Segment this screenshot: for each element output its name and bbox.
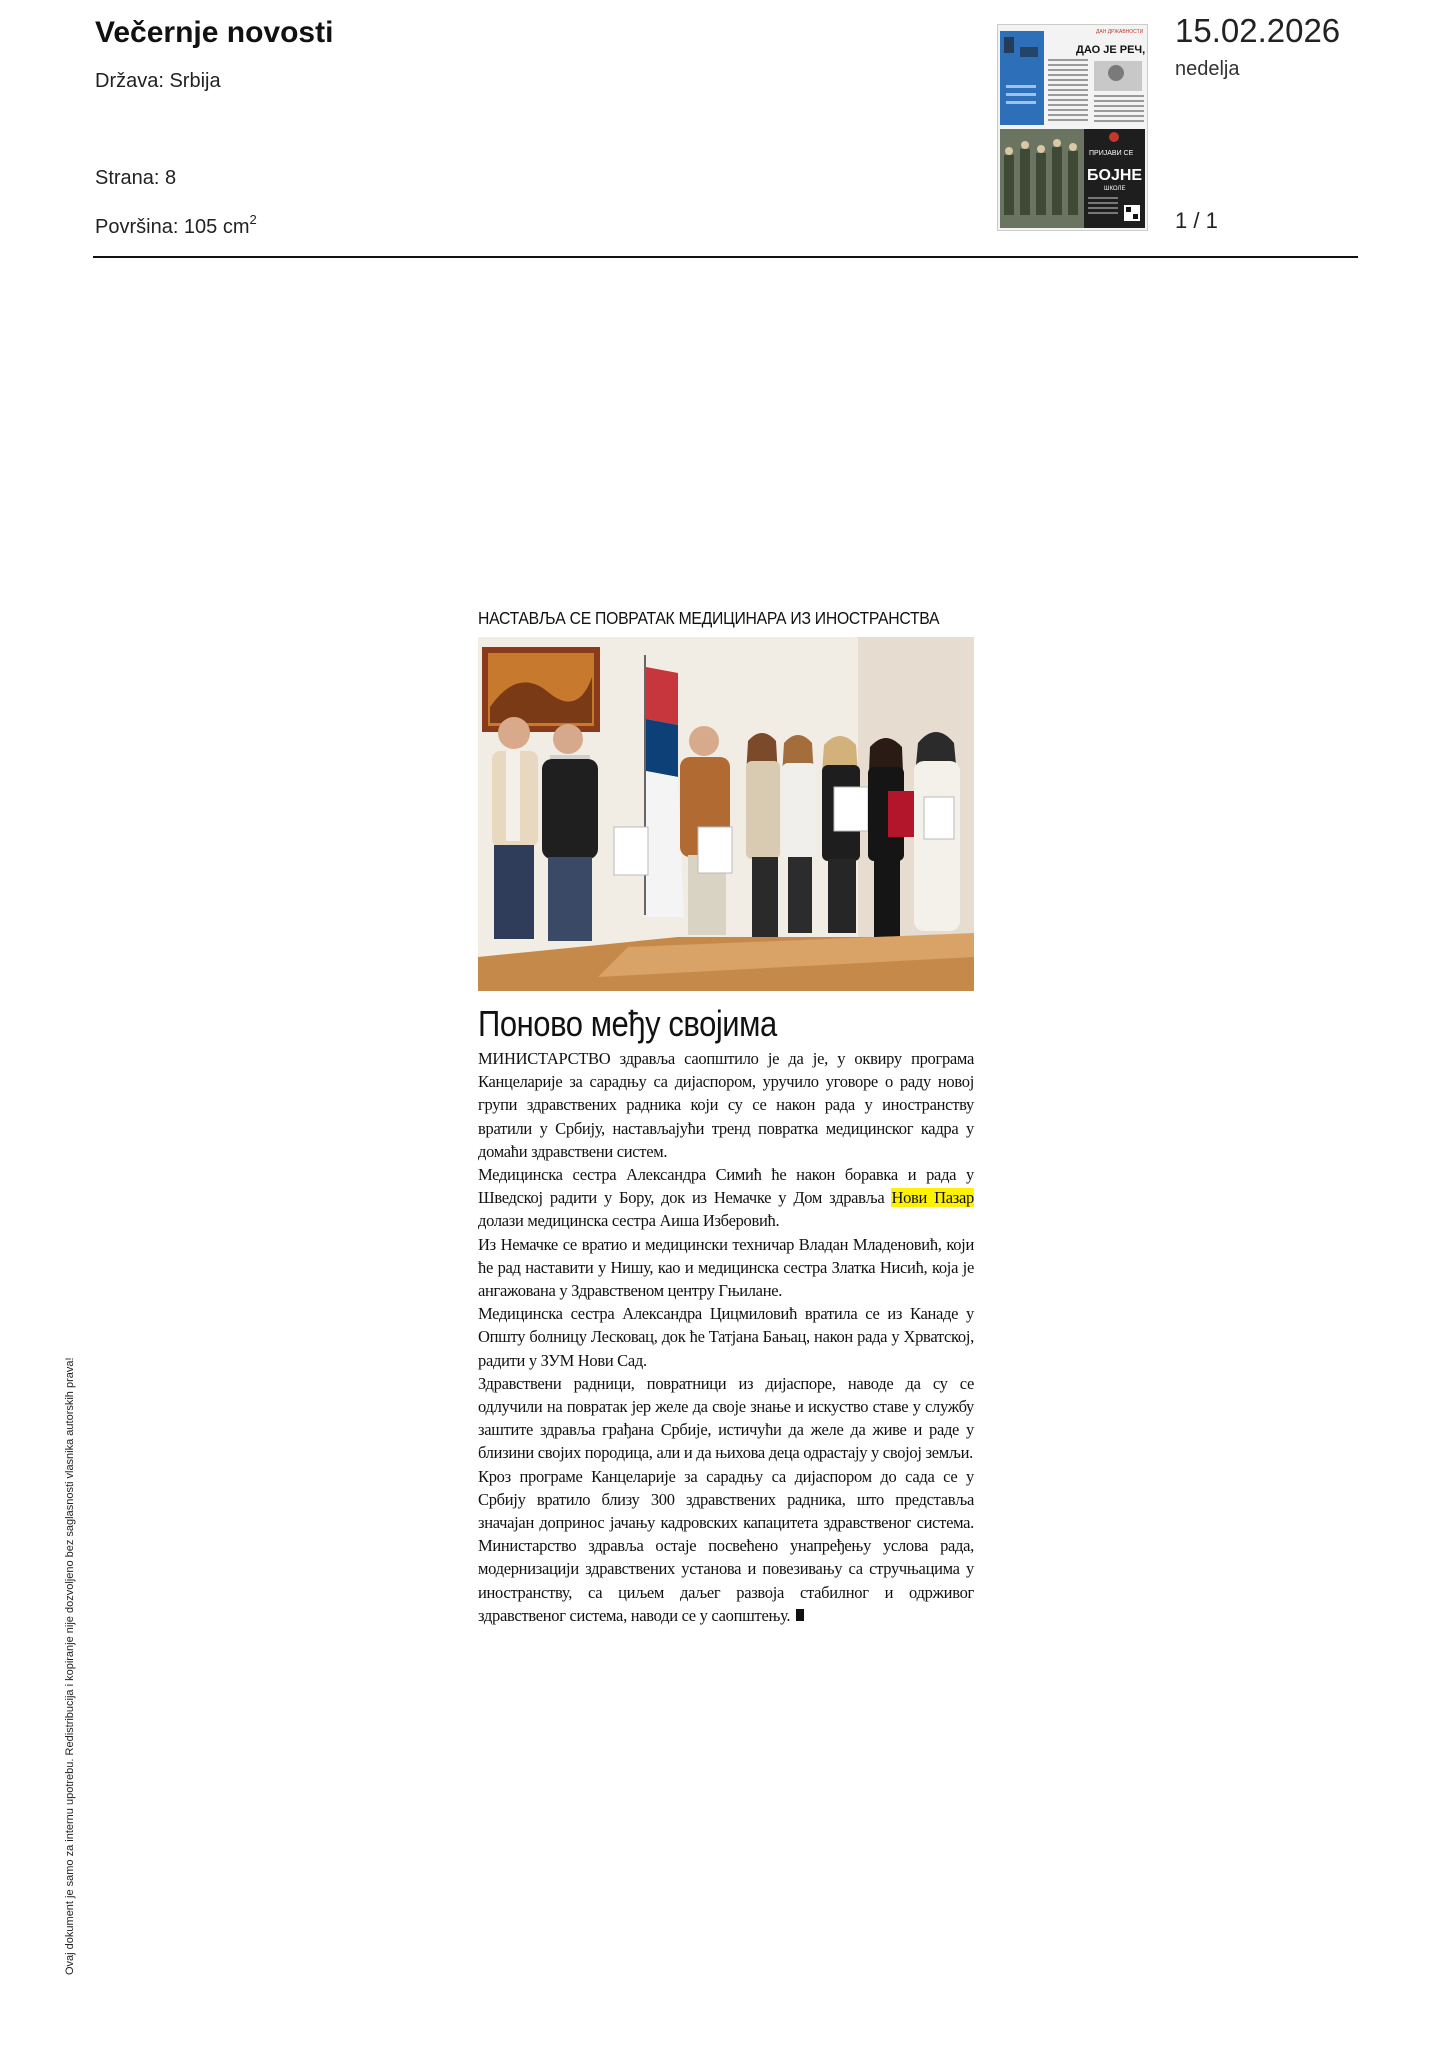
article-paragraph: Из Немачке се вратио и медицински техничар Владан Младеновић, који ће рад наставити у Нишу, као и медицинска сестра Златка Нисић, која је ангажована у Здравственом центру Гњилане. xyxy=(478,1234,974,1301)
article-headline: Поново међу својима xyxy=(478,1003,777,1044)
publication-title: Večernje novosti xyxy=(95,16,334,49)
paragraph-text: Медицинска сестра Александра Симић ће након боравка и рада у Шведској радити у Бору, док из Немачке у Дом здравља xyxy=(478,1165,974,1208)
area-label xyxy=(95,212,257,239)
paragraph-text: Кроз програме Канцеларије за сарадњу са дијаспором до сада се у Србију вратило близу 300 здравствених радника, што представља значајан допринос јачању кадровских капацитета здравственог система. Министарство здравља остаје посвећено унапређењу услова рада, модернизацији здравствених установа и повезивању са стручњацима у иностранству, са циљем даљег развоја стабилног и одрживог здравственог система, наводи се у саопштењу. xyxy=(478,1466,974,1625)
article-paragraph: Медицинска сестра Александра Цицмиловић вратила се из Канаде у Општу болницу Лесковац, док ће Татјана Бањац, након рада у Хрватској, радити у ЗУМ Нови Сад. xyxy=(478,1304,974,1370)
article-paragraph: Здравствени радници, повратници из дијаспоре, наводе да су се одлучили на повратак јер желе да своје знање и искуство ставе у службу заштите здравља грађана Србије, истичући да желе да живе и раде у близини својих породица, али и да њихова деца одрастају у својој земљи. xyxy=(478,1373,974,1463)
page-thumbnail[interactable] xyxy=(997,24,1148,231)
article-kicker: НАСТАВЉА СЕ ПОВРАТАК МЕДИЦИНАРА ИЗ ИНОСТРАНСТВА xyxy=(478,608,940,628)
article-photo xyxy=(478,637,974,991)
article-body xyxy=(478,1047,974,1627)
article-paragraph xyxy=(478,1465,974,1627)
issue-date: 15.02.2026 xyxy=(1175,12,1341,49)
thumb-ad-line1: ПРИЈАВИ СЕ xyxy=(1089,150,1134,157)
copyright-disclaimer: Ovaj dokument je samo za internu upotrebu. Redistribucija i kopiranje nije dozvoljeno bez saglasnosti vlasnika autorskih prava! xyxy=(64,1357,76,1975)
issue-weekday: nedelja xyxy=(1175,58,1240,80)
header-divider xyxy=(93,256,1358,258)
article-paragraph xyxy=(478,1163,974,1233)
thumb-ad-line2: БОЈНЕ xyxy=(1087,167,1143,184)
page-number: Strana: 8 xyxy=(95,167,177,189)
paragraph-text: долази медицинска сестра Аиша Изберовић. xyxy=(478,1211,780,1231)
area-text: Površina: 105 cm xyxy=(95,216,250,238)
article xyxy=(478,608,974,1627)
thumb-headline: ДАО ЈЕ РЕЧ, xyxy=(1076,44,1146,56)
thumb-ad-line3: ШКОЛЕ xyxy=(1104,186,1126,192)
thumb-top-label: ДАН ДРЖАВНОСТИ xyxy=(1096,29,1144,35)
thumbnail-graphic xyxy=(998,25,1147,230)
article-paragraph: МИНИСТАРСТВО здравља саопштило је да је, у оквиру програма Канцеларије за сарадњу са дијаспором, уручило уговоре о раду новој групи здравствених радника који су се након рада у иностранству вратили у Србију, настављајући тренд повратка медицинског кадра у домаћи здравствени систем. xyxy=(478,1049,974,1161)
area-exponent: 2 xyxy=(249,212,257,227)
highlighted-term: Нови Пазар xyxy=(891,1188,974,1208)
flag xyxy=(646,667,678,725)
country-label: Država: Srbija xyxy=(95,70,221,92)
page-count: 1 / 1 xyxy=(1175,208,1218,233)
flagpole xyxy=(644,655,646,915)
end-of-article-mark xyxy=(796,1609,804,1621)
